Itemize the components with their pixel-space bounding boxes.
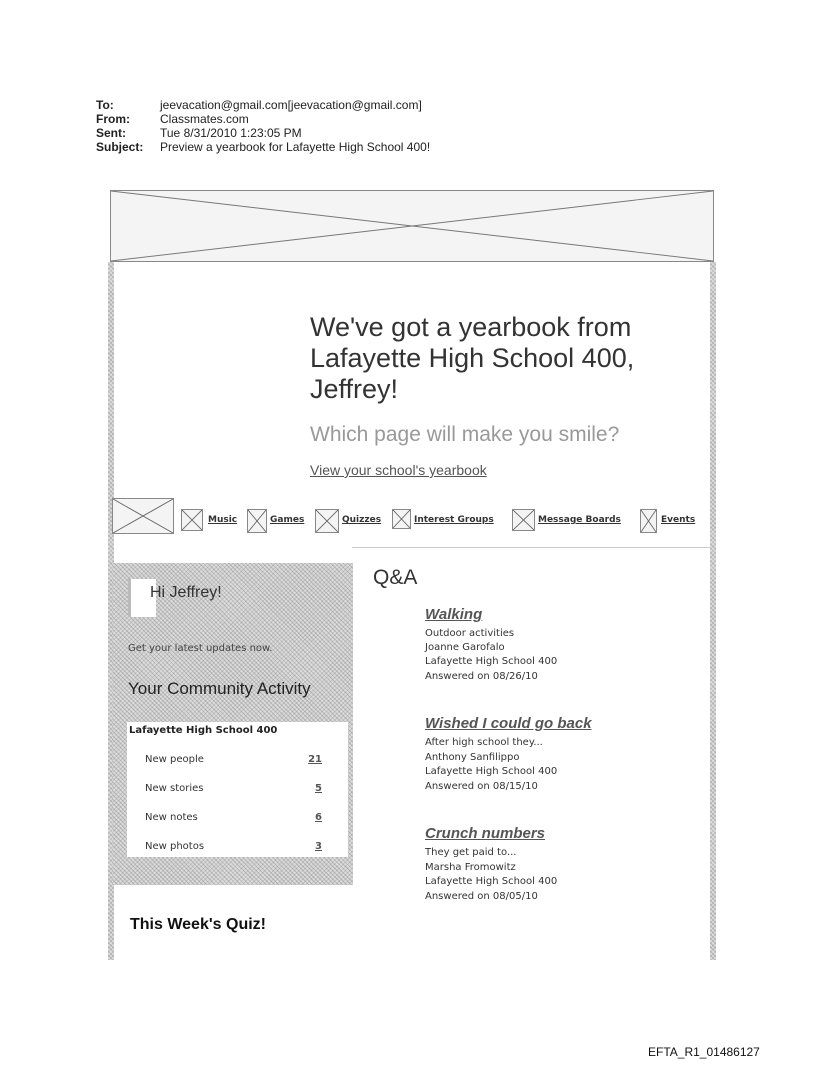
logo-image-placeholder [112, 498, 174, 534]
from-label: From: [96, 112, 130, 126]
qa-answer-date: Answered on 08/15/10 [425, 781, 538, 792]
sent-value: Tue 8/31/2010 1:23:05 PM [160, 126, 302, 140]
subject-row [96, 140, 430, 154]
from-row [96, 112, 430, 126]
qa-answer-school: Lafayette High School 400 [425, 766, 558, 777]
banner-image-placeholder [110, 190, 714, 262]
qa-answer-date: Answered on 08/05/10 [425, 891, 538, 902]
new-people-count[interactable]: 21 [308, 754, 322, 765]
new-notes-label: New notes [145, 812, 198, 823]
to-row [96, 98, 430, 112]
greeting: Hi Jeffrey! [150, 584, 222, 601]
qa-answer-text: Outdoor activities [425, 628, 515, 639]
broken-image-icon [111, 191, 713, 261]
nav-games-link[interactable]: Games [270, 515, 305, 525]
games-icon[interactable] [247, 509, 267, 533]
qa-answer-name: Joanne Garofalo [425, 642, 505, 653]
from-value: Classmates.com [160, 112, 249, 126]
sent-row [96, 126, 430, 140]
document-id: EFTA_R1_01486127 [648, 1045, 760, 1059]
nav-message-boards-link[interactable]: Message Boards [538, 515, 621, 525]
qa-answer-name: Anthony Sanfilippo [425, 752, 520, 763]
nav-music-link[interactable]: Music [208, 515, 238, 525]
new-stories-label: New stories [145, 783, 204, 794]
message-boards-icon[interactable] [512, 509, 535, 531]
activity-school-name: Lafayette High School 400 [129, 725, 278, 736]
qa-question-link[interactable]: Crunch numbers [425, 825, 546, 842]
latest-updates-text: Get your latest updates now. [128, 643, 273, 654]
new-notes-count[interactable]: 6 [315, 812, 322, 823]
weekly-quiz-title: This Week's Quiz! [130, 916, 266, 933]
email-header [96, 98, 430, 154]
qa-answer-school: Lafayette High School 400 [425, 656, 558, 667]
view-yearbook-link[interactable]: View your school's yearbook [310, 462, 487, 478]
music-icon[interactable] [181, 509, 203, 531]
nav-divider [352, 547, 714, 548]
subject-label: Subject: [96, 140, 144, 154]
community-activity-title: Your Community Activity [128, 679, 311, 698]
new-photos-count[interactable]: 3 [315, 841, 322, 852]
hero-subtitle: Which page will make you smile? [310, 423, 620, 446]
hero-title: We've got a yearbook from Lafayette High School 400, Jeffrey! [310, 312, 635, 404]
to-label: To: [96, 98, 114, 112]
new-stories-count[interactable]: 5 [315, 783, 322, 794]
right-frame-rule [710, 262, 716, 960]
events-icon[interactable] [640, 509, 657, 533]
new-photos-label: New photos [145, 841, 205, 852]
interest-groups-icon[interactable] [392, 509, 411, 529]
new-people-label: New people [145, 754, 204, 765]
quizzes-icon[interactable] [315, 509, 339, 533]
subject-value: Preview a yearbook for Lafayette High School 400! [160, 140, 431, 154]
qa-question-link[interactable]: Walking [425, 606, 483, 623]
nav-interest-groups-link[interactable]: Interest Groups [414, 515, 494, 525]
qa-title: Q&A [373, 566, 418, 589]
nav-events-link[interactable]: Events [661, 515, 696, 525]
qa-answer-name: Marsha Fromowitz [425, 862, 516, 873]
sent-label: Sent: [96, 126, 126, 140]
nav-quizzes-link[interactable]: Quizzes [342, 515, 382, 525]
broken-image-icon [113, 499, 173, 533]
to-value: jeevacation@gmail.com[jeevacation@gmail.com] [160, 98, 422, 112]
qa-answer-date: Answered on 08/26/10 [425, 671, 538, 682]
qa-answer-text: After high school they... [425, 737, 543, 748]
qa-answer-text: They get paid to... [425, 847, 517, 858]
qa-answer-school: Lafayette High School 400 [425, 876, 558, 887]
qa-question-link[interactable]: Wished I could go back [425, 715, 592, 732]
